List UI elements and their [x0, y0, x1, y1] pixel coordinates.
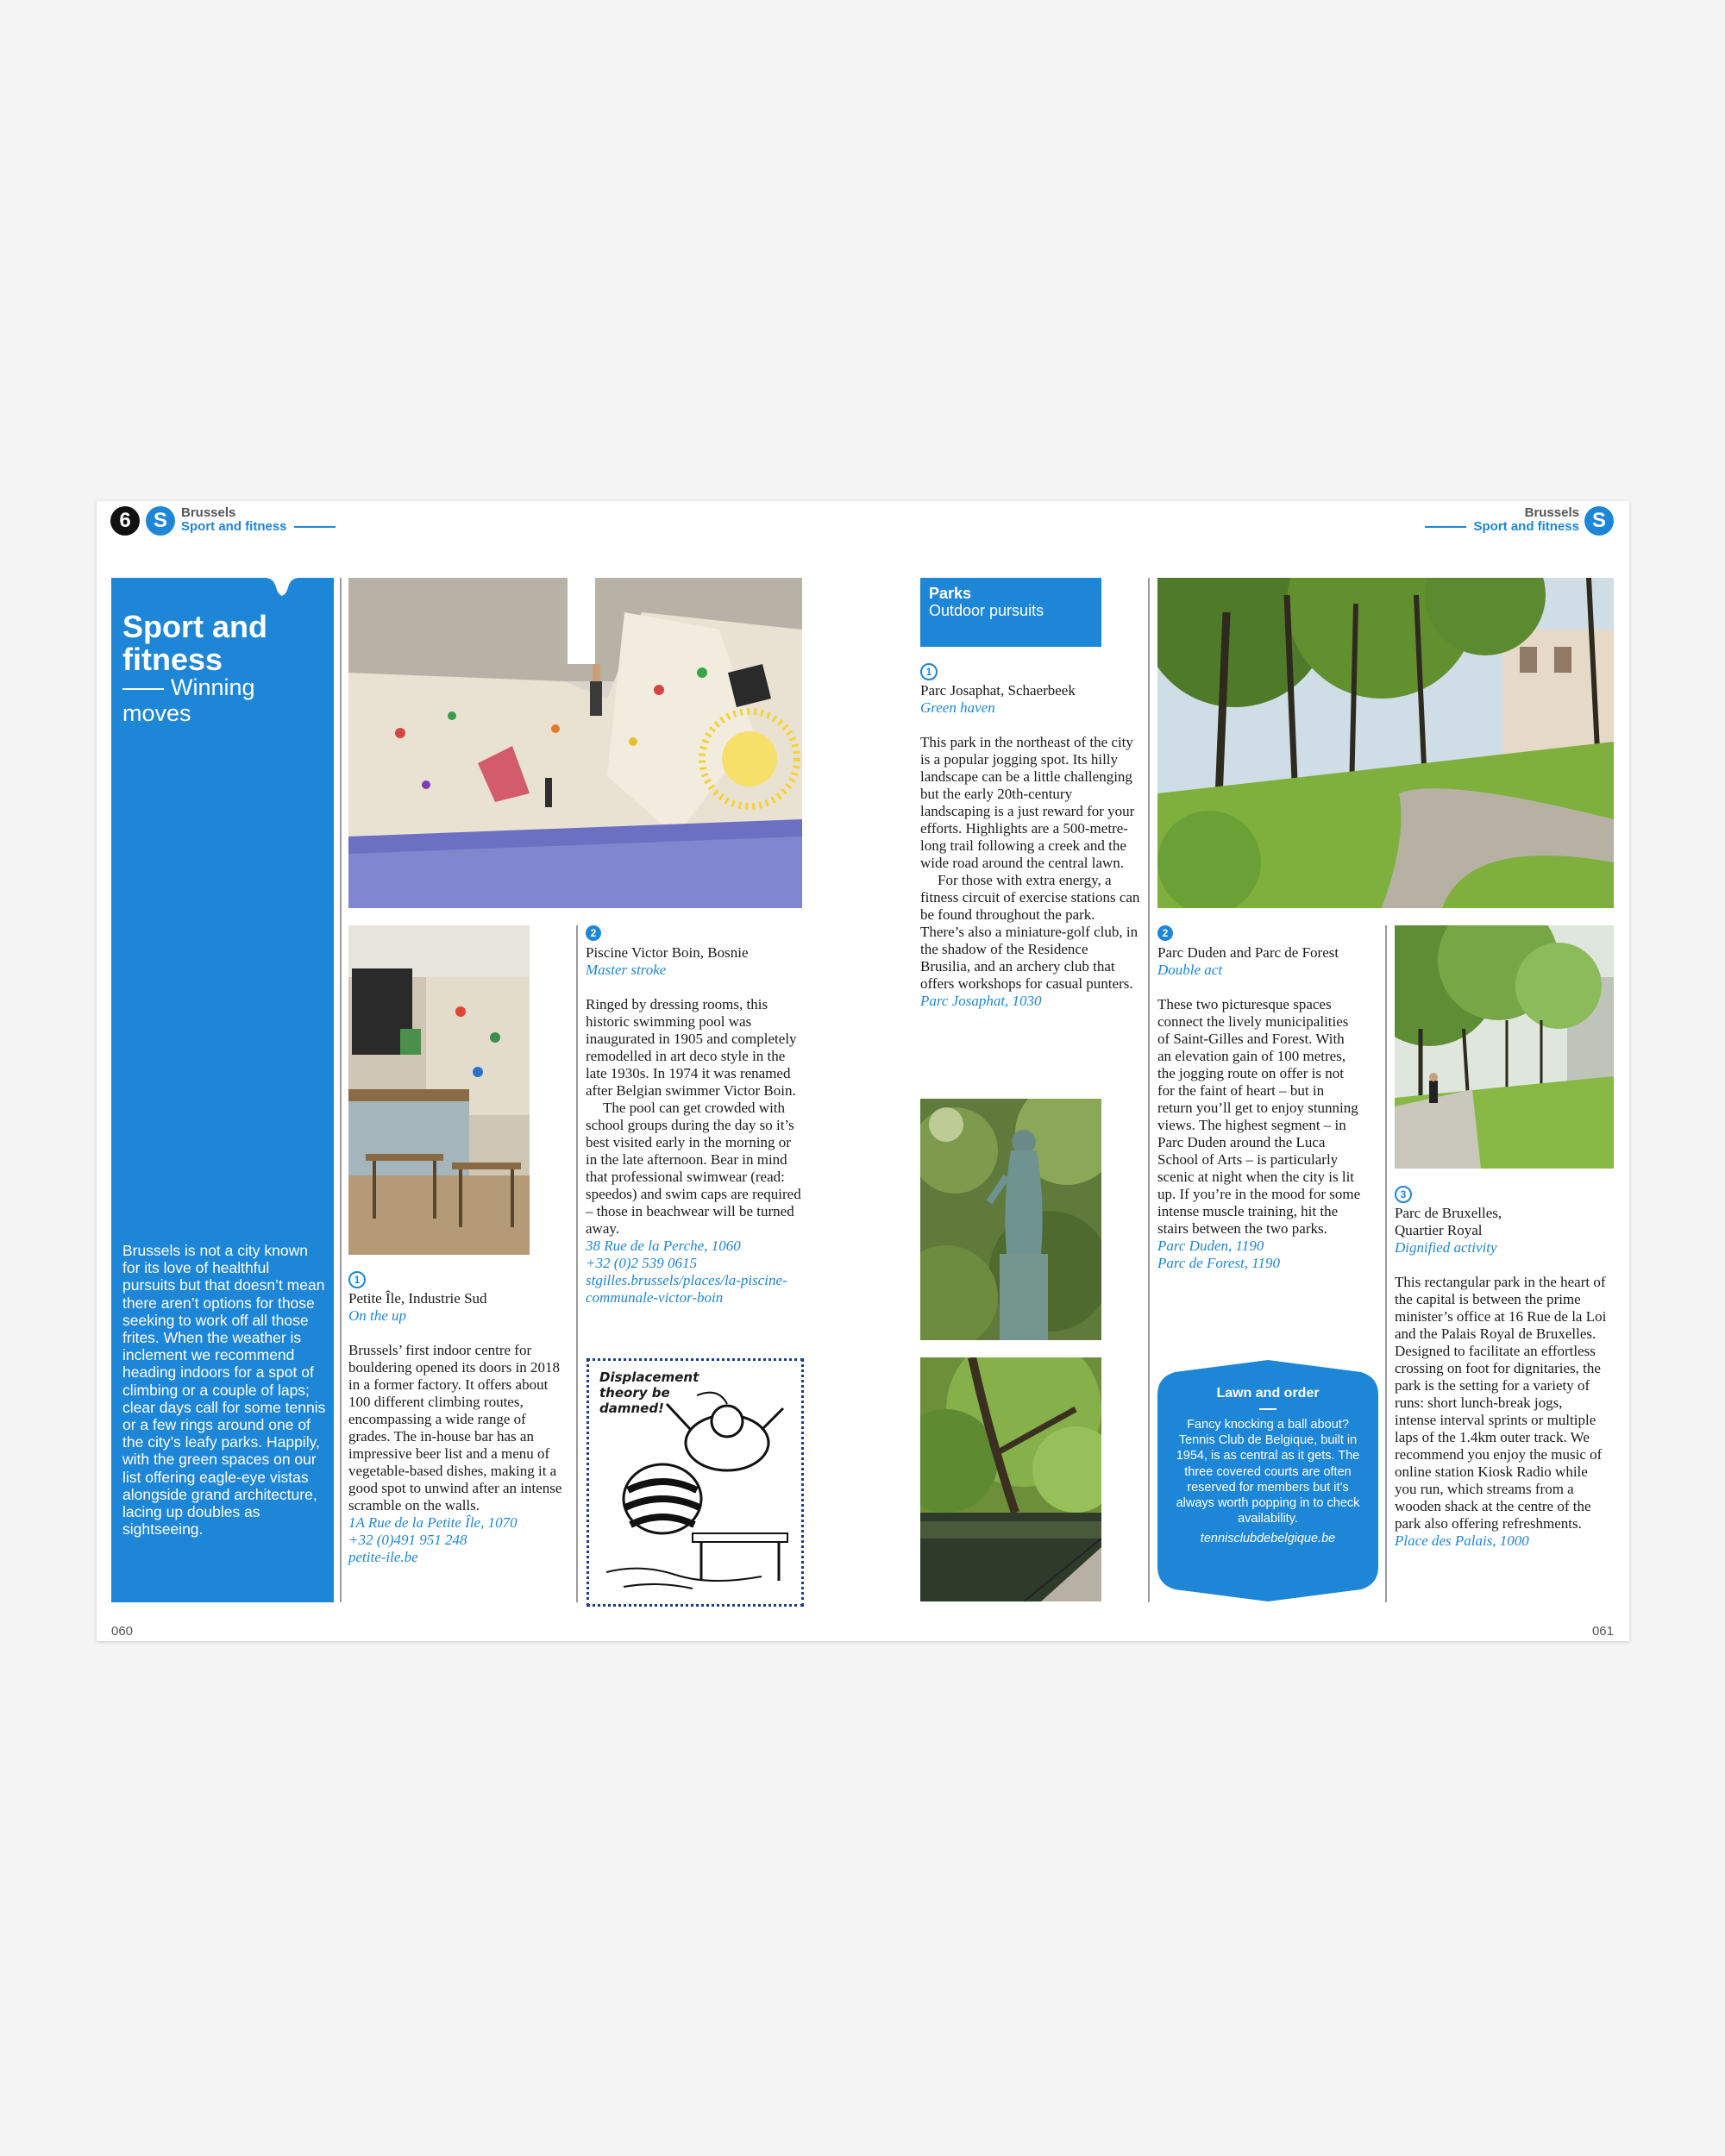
entry-phone: +32 (0)2 539 0615 — [586, 1255, 698, 1271]
entry-body-p2: For those with extra energy, a fitness circuit of exercise stations can be found throughout the park. There’s also a miniature-golf club, in the shadow of the Residence Brusilia, and an archery club that offers workshops for casual punters. — [920, 872, 1140, 992]
intro-title: Sport and fitness — [122, 609, 267, 677]
entry-body-p1: This park in the northeast of the city is a popular jogging spot. Its hilly landscape can be a little challenging but the early 20th-century landscaping is a just reward for your efforts. Highlights are a 500-metre-long trail following a creek and the wide road around the central lawn. — [920, 734, 1135, 871]
entry-title: Petite Île, Industrie Sud — [348, 1290, 487, 1307]
photo-park-pond — [920, 1357, 1101, 1601]
column-rule-1 — [340, 578, 342, 1602]
section-letter-right: S — [1591, 509, 1606, 532]
entry-parc-josaphat — [920, 663, 1141, 1010]
entry-body-p2: The pool can get crowded with school groups during the day so it’s best visited early in the morning or in the late afternoon. Bear in mind that professional swimwear (read: speedos) and swim caps are required – those in beachwear will be turned away. — [586, 1100, 801, 1237]
entry-body: Brussels’ first indoor centre for bouldering opened its doors in 2018 in a former factory. It offers about 100 different climbing routes, encompassing a wide range of grades. The in-house bar has an impressive beer list and a menu of vegetable-based dishes, making it a good spot to unwind after an intense scramble on the walls. — [348, 1342, 562, 1514]
running-header-left — [181, 506, 336, 534]
sidebar-website-link[interactable]: tennisclubdebelgique.be — [1200, 1532, 1336, 1545]
entry-number: 3 — [1395, 1186, 1412, 1203]
page-number-right: 061 — [1591, 1624, 1614, 1639]
column-rule-2 — [576, 925, 578, 1602]
entry-address-1: Parc Duden, 1190 — [1157, 1238, 1264, 1254]
entry-body-p1: Ringed by dressing rooms, this historic swimming pool was inaugurated in 1905 and completely remodelled in art deco style in the late 1930s. In 1974 it was renamed after Belgian swimmer Victor Boin. — [586, 996, 797, 1099]
entry-parc-de-bruxelles — [1395, 1186, 1607, 1550]
cartoon-illustration — [586, 1358, 804, 1607]
entry-number: 1 — [920, 663, 938, 680]
header-section: Sport and fitness — [181, 520, 336, 534]
entry-parc-duden — [1157, 925, 1383, 1272]
header-city: Brussels — [181, 505, 236, 520]
photo-cutout — [568, 578, 595, 664]
entry-title: Parc Duden and Parc de Forest — [1157, 944, 1339, 961]
entry-body: These two picturesque spaces connect the lively municipalities of Saint-Gilles and Forest. With an elevation gain of 100 metres, the jogging route on offer is not for the faint of heart – but in return you’ll get to enjoy stunning views. The highest segment – in Parc Duden around the Luca School of Arts – is particularly scenic at night when the city is lit up. If you’re in the mood for some intense muscle training, hit the stairs between the two parks. — [1157, 996, 1361, 1237]
column-rule-3 — [1148, 578, 1150, 1602]
entry-address: 1A Rue de la Petite Île, 1070 — [348, 1514, 518, 1531]
entry-petite-ile — [348, 1271, 569, 1566]
intro-body: Brussels is not a city known for its love of healthful pursuits but that doesn’t mean there aren’t options for those seeking to work off all those frites. When the weather is inclement we recommend heading indoors for a spot of climbing or a couple of laps; clear days call for some tennis or a few rings around one of the city’s leafy parks. Happily, with the green spaces on our list offering eagle-eye vistas alongside grand architecture, lacing up doubles as sightseeing. — [122, 1242, 326, 1539]
section-subheading: Outdoor pursuits — [929, 602, 1044, 619]
entry-piscine-victor-boin — [586, 925, 803, 1307]
sidebar-body: Fancy knocking a ball about? Tennis Club de Belgique, built in 1954, is as central as it gets. The three covered courts are often reserved for members but it’s always worth popping in to check availability. — [1176, 1418, 1360, 1526]
photo-statue — [920, 1099, 1101, 1340]
entry-body: This rectangular park in the heart of the capital is between the prime minister’s office at 16 Rue de la Loi and the Palais Royal de Bruxelles. Designed to facilitate an effortless crossing on foot for dignitaries, the park is the setting for a variety of runs: short lunch-break jogs, intense interval sprints or multiple laps of the 1.4km outer track. We recommend you enjoy the music of online station Kiosk Radio while you run, which streams from a wooden shack at the centre of the park also offering refreshments. — [1395, 1274, 1607, 1532]
entry-website-link[interactable]: petite-ile.be — [348, 1549, 418, 1565]
sidebar-title: Lawn and order — [1216, 1386, 1320, 1401]
photo-park-path — [1157, 578, 1614, 908]
intro-panel — [111, 578, 334, 1602]
entry-number: 2 — [586, 925, 601, 941]
section-heading: Parks — [929, 585, 972, 602]
panel-tab-notch — [239, 577, 334, 596]
section-letter-badge — [146, 506, 175, 536]
chapter-number: 6 — [119, 509, 131, 532]
entry-subtitle: Green haven — [920, 699, 995, 716]
sidebar-divider — [1259, 1408, 1276, 1410]
entry-number: 2 — [1157, 925, 1173, 941]
entry-subtitle: Master stroke — [586, 962, 667, 978]
entry-number: 1 — [348, 1271, 366, 1288]
entry-address: Parc Josaphat, 1030 — [920, 993, 1042, 1009]
entry-subtitle: Dignified activity — [1395, 1239, 1497, 1256]
entry-subtitle: On the up — [348, 1307, 407, 1324]
entry-subtitle: Double act — [1157, 962, 1223, 978]
entry-phone: +32 (0)491 951 248 — [348, 1532, 467, 1548]
intro-subtitle: Winning moves — [122, 674, 255, 726]
entry-address: 38 Rue de la Perche, 1060 — [586, 1238, 741, 1254]
section-letter: S — [153, 509, 167, 532]
header-city-right: Brussels — [1524, 505, 1579, 520]
photo-parc-de-bruxelles — [1395, 925, 1614, 1169]
section-box-parks — [920, 578, 1101, 647]
entry-title: Piscine Victor Boin, Bosnie — [586, 944, 749, 961]
chapter-number-badge — [110, 506, 140, 536]
page-number-left: 060 — [111, 1624, 134, 1639]
column-rule-4 — [1385, 925, 1387, 1602]
entry-website-link[interactable]: stgilles.brussels/places/la-piscine-communale-victor-boin — [586, 1272, 787, 1306]
header-section-right: Sport and fitness — [1425, 520, 1579, 534]
magazine-spread — [97, 501, 1629, 1641]
section-letter-badge-right — [1584, 506, 1614, 536]
entry-title: Parc Josaphat, Schaerbeek — [920, 682, 1076, 699]
photo-petite-ile-bar — [348, 925, 530, 1255]
cartoon-caption: Displacement theory be damned! — [599, 1369, 699, 1416]
entry-address: Place des Palais, 1000 — [1395, 1532, 1529, 1549]
entry-address-2: Parc de Forest, 1190 — [1157, 1255, 1280, 1271]
sidebar-lawn-and-order — [1157, 1360, 1378, 1601]
entry-title: Parc de Bruxelles, Quartier Royal — [1395, 1205, 1502, 1238]
running-header-right — [1425, 506, 1579, 534]
